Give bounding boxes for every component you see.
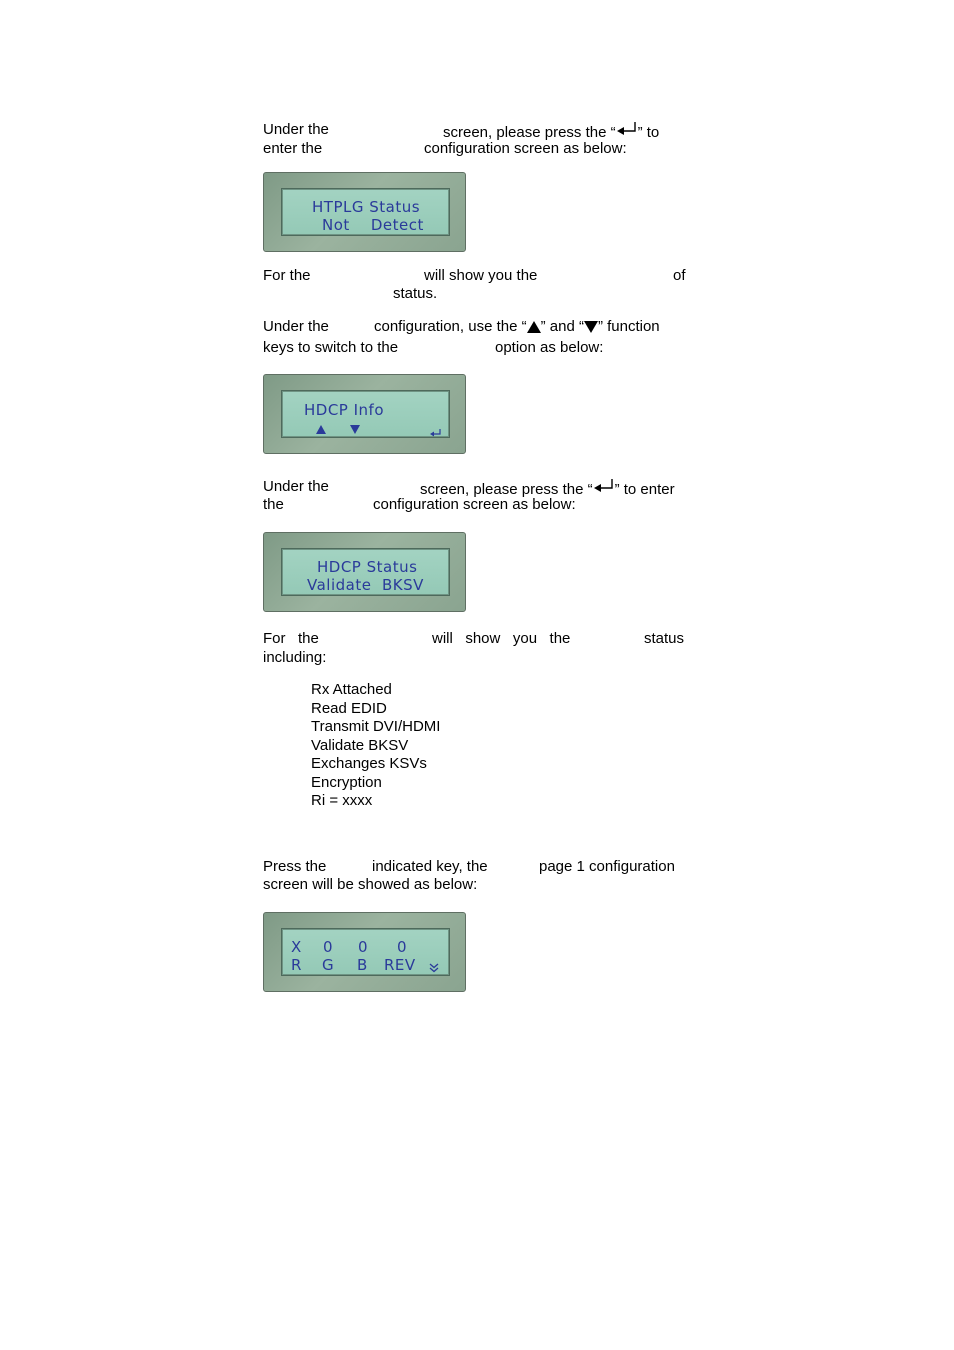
p1-text: Under the (263, 121, 329, 138)
p4-text: ” to enter (614, 481, 675, 498)
double-chevron-down-icon (429, 960, 439, 977)
list-item: Read EDID (311, 700, 387, 717)
list-item: Rx Attached (311, 681, 392, 698)
p1-text: screen, please press the “ (443, 124, 616, 141)
list-item: Exchanges KSVs (311, 755, 427, 772)
down-triangle-icon (584, 320, 598, 338)
p3-text: option as below: (495, 339, 604, 356)
list-item: Transmit DVI/HDMI (311, 718, 441, 735)
up-triangle-icon (316, 421, 326, 438)
enter-arrow-icon (593, 478, 615, 501)
lcd-screen (281, 390, 450, 438)
p3-text: ” function (597, 318, 660, 335)
p4-text: configuration screen as below: (373, 496, 576, 513)
lcd-screen (281, 188, 450, 236)
p5-text: will show you the (432, 630, 571, 647)
lcd-htplg-status (263, 172, 466, 252)
list-item: Encryption (311, 774, 382, 791)
enter-arrow-icon (430, 425, 442, 442)
p5-text: including: (263, 649, 327, 666)
p2-text: status. (393, 285, 438, 302)
list-item: Validate BKSV (311, 737, 409, 754)
lcd-cell-r2c2: G (322, 956, 335, 974)
p3-text (374, 318, 660, 338)
p6-text: Press the (263, 858, 327, 875)
p3-text: ” and “ (540, 318, 584, 335)
p1-text: ” to (637, 124, 660, 141)
down-triangle-icon (350, 421, 360, 438)
up-triangle-icon (527, 320, 541, 338)
p2-text: will show you the (424, 267, 538, 284)
lcd-line-1: HTPLG Status (312, 198, 421, 216)
p4-text: Under the (263, 478, 329, 495)
p6-text: indicated key, the (372, 858, 488, 875)
p6-text: screen will be showed as below: (263, 876, 478, 893)
lcd-hdcp-info (263, 374, 466, 454)
lcd-cell-r2c3: B (357, 956, 368, 974)
lcd-cell-r1c1: X (291, 938, 302, 956)
lcd-line-1: HDCP Status (317, 558, 418, 576)
p3-text: Under the (263, 318, 329, 335)
lcd-screen (281, 928, 450, 976)
p4-text: screen, please press the “ (420, 481, 593, 498)
lcd-screen (281, 548, 450, 596)
p1-text: enter the (263, 140, 323, 157)
lcd-cell-r1c4: 0 (397, 938, 408, 956)
p6-text: page 1 configuration (539, 858, 675, 875)
lcd-cell-r1c3: 0 (358, 938, 369, 956)
lcd-hdcp-status (263, 532, 466, 612)
p2-text: of (673, 267, 686, 284)
lcd-line-1: HDCP Info (304, 401, 385, 419)
list-item: Ri = xxxx (311, 792, 373, 809)
lcd-cell-r2c1: R (291, 956, 302, 974)
p5-text: status (644, 630, 685, 647)
p4-text: the (263, 496, 284, 513)
p3-text: keys to switch to the (263, 339, 399, 356)
p3-text: configuration, use the “ (374, 318, 527, 335)
lcd-page-1 (263, 912, 466, 992)
lcd-line-2: Validate BKSV (307, 576, 424, 594)
p1-text: configuration screen as below: (424, 140, 627, 157)
p2-text: For the (263, 267, 311, 284)
lcd-cell-r2c4: REV (384, 956, 416, 974)
lcd-line-2: Not Detect (322, 216, 424, 234)
lcd-cell-r1c2: 0 (323, 938, 334, 956)
p5-text: For the (263, 630, 319, 647)
